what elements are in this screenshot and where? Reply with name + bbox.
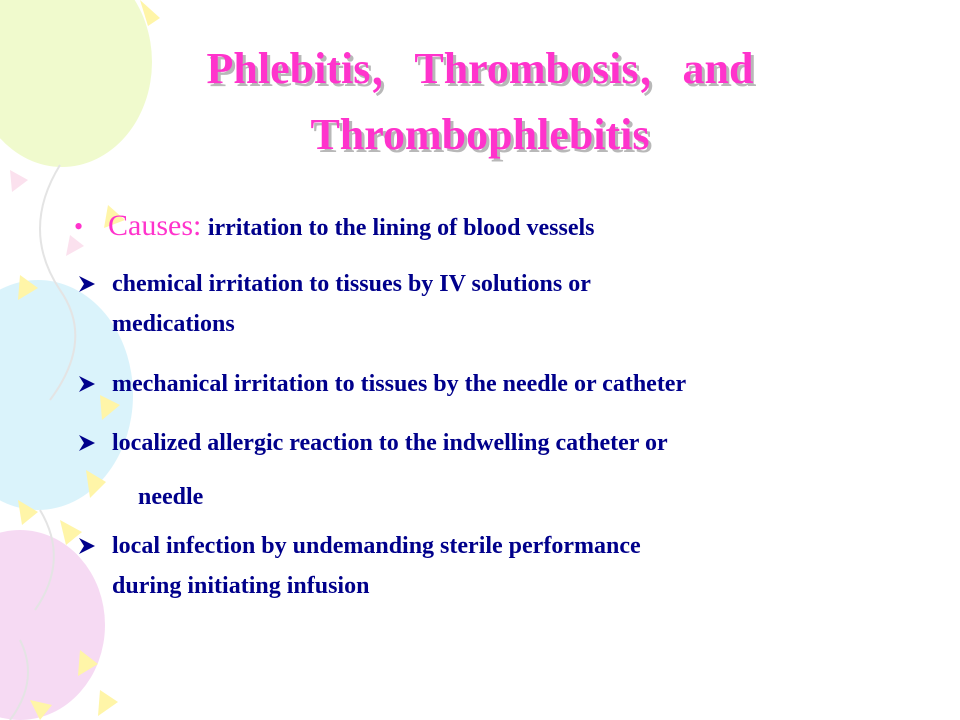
- arrowhead-bullet-icon: [78, 264, 108, 293]
- list-item-line: medications: [112, 311, 235, 337]
- list-item: [78, 416, 928, 524]
- confetti: [98, 690, 118, 716]
- list-item-line: needle: [138, 484, 204, 510]
- causes-text: irritation to the lining of blood vessels: [207, 215, 595, 241]
- list-item: [78, 364, 928, 404]
- list-item: [78, 264, 928, 344]
- slide-title: [0, 36, 960, 168]
- title-line-1: Phlebitis，Thrombosis，and: [206, 44, 754, 93]
- list-item-line: localized allergic reaction to the indwelling catheter or: [112, 430, 668, 456]
- confetti: [10, 170, 28, 192]
- causes-bullet: [74, 208, 934, 246]
- arrowhead-bullet-icon: [78, 416, 108, 452]
- list-item-line: chemical irritation to tissues by IV solutions or: [112, 271, 591, 297]
- list-item-line: local infection by undemanding sterile performance: [112, 533, 641, 559]
- round-bullet-icon: •: [74, 212, 84, 241]
- list-item-line: during initiating infusion: [112, 573, 370, 599]
- causes-label: Causes:: [108, 209, 202, 242]
- list-item-line: mechanical irritation to tissues by the needle or catheter: [112, 371, 687, 397]
- arrowhead-bullet-icon: [78, 364, 108, 393]
- list-item: [78, 526, 928, 606]
- arrowhead-bullet-icon: [78, 526, 108, 555]
- title-line-2: Thrombophlebitis: [310, 110, 650, 159]
